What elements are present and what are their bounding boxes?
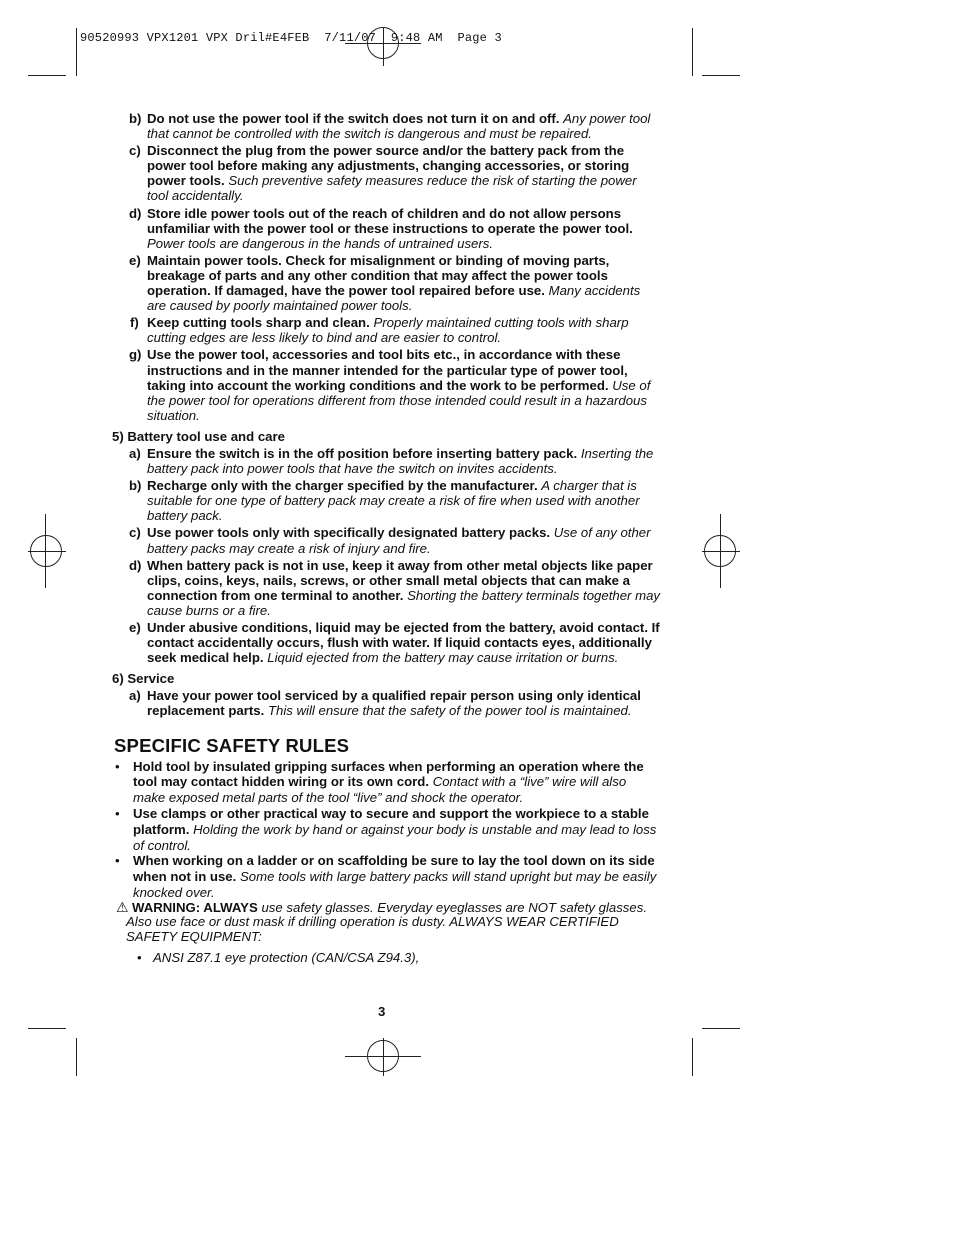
- item-explanation: Power tools are dangerous in the hands of untrained users.: [147, 235, 494, 251]
- eye-protection-item: [112, 950, 660, 965]
- warning-text: use safety glasses. Everyday eyeglasses are NOT safety glasses. Also use face or dust mask if drilling operation is dusty. ALWAYS WEAR CERTIFIED SAFETY EQUIPMENT:: [126, 899, 647, 944]
- crop-mark-top-right-v: [692, 28, 693, 76]
- eye-protection-text: ANSI Z87.1 eye protection (CAN/CSA Z94.3),: [153, 949, 420, 965]
- item-instruction: When battery pack is not in use, keep it away from other metal objects like paper clips, coins, keys, nails, screws, or other small metal objects that can make a connection from one terminal to another.: [147, 557, 653, 603]
- list-item: [112, 806, 660, 853]
- rule-explanation: Contact with a “live” wire will also make exposed metal parts of the tool “live” and shock the operator.: [133, 774, 627, 806]
- warning-triangle-icon: ⚠: [116, 898, 129, 915]
- item-label: c): [129, 525, 141, 541]
- item-explanation: Use of any other battery packs may create a risk of injury and fire.: [147, 525, 651, 556]
- bullet-dot-icon: •: [115, 853, 120, 869]
- list-item: [112, 759, 660, 806]
- item-instruction: Recharge only with the charger specified by the manufacturer.: [147, 478, 538, 494]
- item-explanation: Any power tool that cannot be controlled with the switch is dangerous and must be repaired.: [147, 111, 651, 142]
- rule-explanation: Some tools with large battery packs will stand upright but may be easily knocked over.: [133, 869, 657, 900]
- list-item: [112, 111, 660, 141]
- warning-block: [112, 898, 660, 945]
- item-explanation: Such preventive safety measures reduce the risk of starting the power tool accidentally.: [147, 173, 637, 204]
- reg-left-circle: [30, 535, 62, 567]
- item-explanation: This will ensure that the safety of the power tool is maintained.: [267, 703, 632, 719]
- crop-mark-bottom-right-h: [702, 1028, 740, 1029]
- item-explanation: Inserting the battery pack into power tools that have the switch on invites accidents.: [147, 445, 654, 477]
- item-explanation: Many accidents are caused by poorly maintained power tools.: [147, 283, 641, 314]
- reg-bottom-circle: [367, 1040, 399, 1072]
- service-items: [112, 688, 660, 718]
- crop-mark-bottom-left-v: [76, 1038, 77, 1076]
- item-label: e): [129, 252, 141, 268]
- item-instruction: Use the power tool, accessories and tool bits etc., in accordance with these instructions and in the manner intended for the particular type of power tool, taking into account the working conditions and the work to be performed.: [147, 347, 628, 393]
- item-instruction: Keep cutting tools sharp and clean.: [147, 315, 370, 331]
- battery-items: [112, 446, 660, 665]
- list-item: [112, 253, 660, 313]
- list-item: [112, 347, 660, 422]
- bullet-dot-icon: •: [115, 805, 120, 821]
- crop-mark-top-right-h: [702, 75, 740, 76]
- section-6-title: 6) Service: [112, 671, 175, 687]
- rule-explanation: Holding the work by hand or against your body is unstable and may lead to loss of control.: [133, 821, 657, 853]
- warning-label: WARNING: ALWAYS: [132, 899, 258, 915]
- list-item: [112, 620, 660, 665]
- work-area-items: [112, 111, 660, 423]
- item-instruction: Store idle power tools out of the reach of children and do not allow persons unfamiliar with the power tool or these instructions to operate the power tool.: [147, 205, 633, 236]
- item-label: g): [129, 347, 142, 363]
- specific-rules-list: [112, 759, 660, 901]
- page-number: 3: [378, 1004, 386, 1019]
- crop-mark-bottom-left-h: [28, 1028, 66, 1029]
- page-content: [112, 111, 660, 965]
- section-5-title: 5) Battery tool use and care: [112, 428, 285, 444]
- list-item: [112, 558, 660, 618]
- item-instruction: Maintain power tools. Check for misalignment or binding of moving parts, breakage of parts and any other condition that may affect the power tools operation. If damaged, have the power tool repaired before use.: [147, 252, 610, 299]
- list-item: [112, 478, 660, 523]
- reg-right-circle: [704, 535, 736, 567]
- item-instruction: Disconnect the plug from the power source and/or the battery pack from the power tool before making any adjustments, changing accessories, or storing power tools.: [147, 143, 630, 189]
- crop-mark-top-left-v: [76, 28, 77, 76]
- rule-instruction: When working on a ladder or on scaffolding be sure to lay the tool down on its side when not in use.: [133, 853, 655, 885]
- item-label: a): [129, 445, 141, 461]
- print-slug: 90520993 VPX1201 VPX Dril#E4FEB 7/11/07 9:48 AM Page 3: [80, 31, 502, 45]
- item-explanation: Shorting the battery terminals together may cause burns or a fire.: [147, 587, 661, 618]
- list-item: [112, 688, 660, 718]
- list-item: [112, 143, 660, 203]
- item-label: c): [129, 143, 141, 159]
- rule-instruction: Hold tool by insulated gripping surfaces when performing an operation where the tool may contact hidden wiring or its own cord.: [133, 758, 644, 790]
- item-label: f): [130, 315, 139, 331]
- bullet-dot-icon: •: [137, 949, 142, 965]
- item-explanation: Liquid ejected from the battery may cause irritation or burns.: [267, 650, 619, 666]
- list-item: [112, 315, 660, 345]
- item-instruction: Use power tools only with specifically designated battery packs.: [147, 525, 551, 541]
- rule-instruction: Use clamps or other practical way to secure and support the workpiece to a stable platform.: [133, 805, 649, 837]
- crop-mark-top-left-h: [28, 75, 66, 76]
- crop-mark-bottom-right-v: [692, 1038, 693, 1076]
- item-label: d): [129, 557, 142, 573]
- item-explanation: Use of the power tool for operations different from those intended could result in a hazardous situation.: [147, 377, 651, 423]
- item-label: b): [129, 111, 142, 126]
- bullet-dot-icon: •: [115, 758, 120, 774]
- item-explanation: A charger that is suitable for one type of battery pack may create a risk of fire when used with another battery pack.: [147, 478, 640, 524]
- item-instruction: Have your power tool serviced by a qualified repair person using only identical replacement parts.: [147, 688, 641, 719]
- list-item: [112, 446, 660, 476]
- item-explanation: Properly maintained cutting tools with sharp cutting edges are less likely to bind and are easier to control.: [147, 315, 629, 346]
- item-label: d): [129, 205, 142, 221]
- item-instruction: Under abusive conditions, liquid may be ejected from the battery, avoid contact. If contact accidentally occurs, flush with water. If liquid contacts eyes, additionally seek medical help.: [147, 620, 660, 666]
- item-label: a): [129, 688, 141, 704]
- list-item: [112, 525, 660, 555]
- list-item: [112, 853, 660, 900]
- item-label: b): [129, 478, 142, 494]
- specific-safety-heading: SPECIFIC SAFETY RULES: [114, 734, 350, 756]
- item-instruction: Do not use the power tool if the switch does not turn it on and off.: [147, 111, 560, 126]
- item-label: e): [129, 620, 141, 635]
- list-item: [112, 206, 660, 251]
- item-instruction: Ensure the switch is in the off position before inserting battery pack.: [147, 445, 578, 461]
